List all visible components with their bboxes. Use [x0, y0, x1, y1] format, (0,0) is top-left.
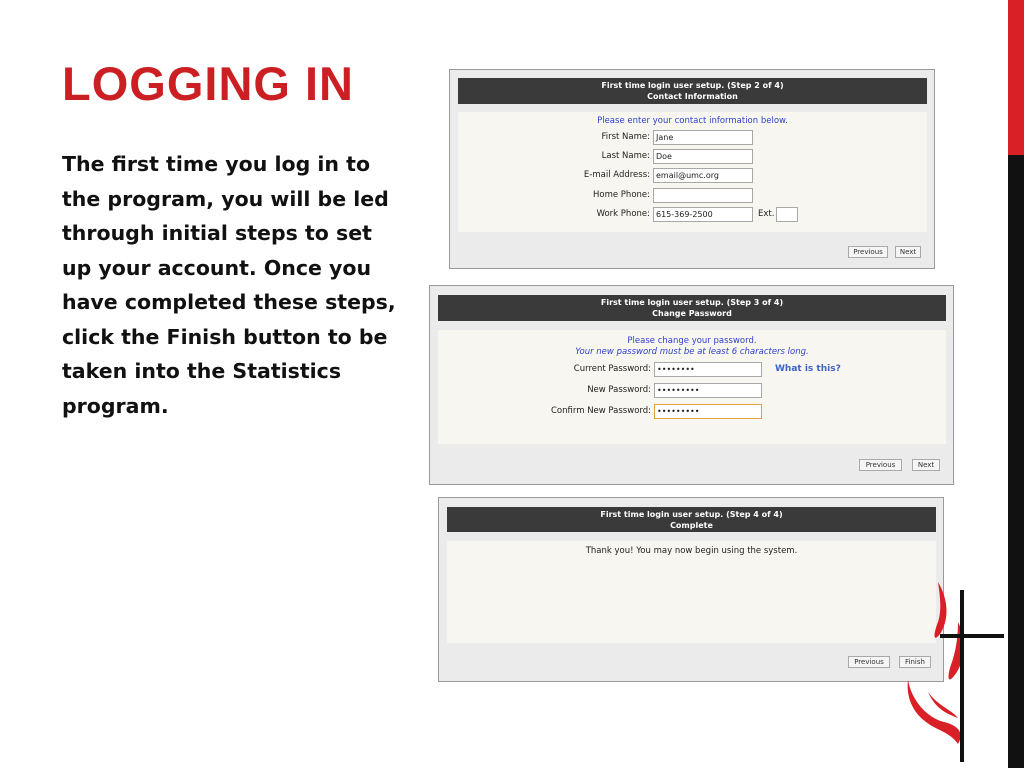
right-edge-black-bar — [1008, 155, 1024, 768]
confirm-password-input[interactable]: ••••••••• — [654, 404, 762, 419]
last-name-row — [458, 149, 927, 164]
step4-content — [447, 541, 936, 643]
email-input[interactable]: email@umc.org — [653, 168, 753, 183]
slide-body-text: The first time you log in to the program, you will be led through initial steps to set up your account. Once you have completed these steps, click the Finish button to be taken into the Statistics program. — [62, 152, 396, 418]
step3-title: First time login user setup. (Step 3 of 4) — [600, 298, 784, 307]
cross-and-flame-logo — [898, 572, 1008, 762]
work-phone-row — [458, 207, 927, 222]
home-phone-row — [458, 188, 927, 203]
step3-instruction: Please change your password. — [627, 336, 757, 346]
step3-hint: Your new password must be at least 6 characters long. — [575, 347, 809, 357]
first-name-input[interactable]: Jane — [653, 130, 753, 145]
step4-screenshot — [438, 497, 944, 682]
step4-title: First time login user setup. (Step 4 of 4) — [600, 510, 783, 519]
step2-header — [458, 78, 927, 104]
step2-subtitle: Contact Information — [647, 92, 738, 101]
ext-label: Ext. — [758, 209, 775, 219]
step2-previous-button[interactable]: Previous — [848, 246, 888, 258]
step2-title: First time login user setup. (Step 2 of 4) — [601, 81, 784, 90]
slide-title: LOGGING IN — [62, 57, 354, 110]
step4-message: Thank you! You may now begin using the system. — [585, 546, 798, 556]
work-phone-input[interactable]: 615-369-2500 — [653, 207, 753, 222]
step3-previous-button[interactable]: Previous — [859, 459, 902, 471]
step2-next-button[interactable]: Next — [895, 246, 921, 258]
right-edge-red-bar — [1008, 0, 1024, 155]
step3-form — [438, 330, 946, 444]
step3-header — [438, 295, 946, 321]
step2-form — [458, 112, 927, 232]
confirm-password-row — [438, 404, 946, 419]
current-password-input[interactable]: •••••••• — [654, 362, 762, 377]
step4-previous-button[interactable]: Previous — [848, 656, 890, 668]
new-password-input[interactable]: ••••••••• — [654, 383, 762, 398]
step3-subtitle: Change Password — [652, 309, 732, 318]
last-name-input[interactable]: Doe — [653, 149, 753, 164]
confirm-password-label: Confirm New Password: — [550, 406, 651, 416]
what-is-this-link[interactable]: What is this? — [775, 364, 841, 374]
first-name-row — [458, 130, 927, 145]
step4-subtitle: Complete — [670, 521, 713, 530]
step4-finish-button[interactable]: Finish — [899, 656, 931, 668]
step3-next-button[interactable]: Next — [912, 459, 940, 471]
work-phone-label: Work Phone: — [596, 209, 650, 219]
new-password-label: New Password: — [587, 385, 651, 395]
ext-input[interactable] — [776, 207, 798, 222]
email-label: E-mail Address: — [583, 170, 650, 180]
current-password-label: Current Password: — [573, 364, 651, 374]
email-row — [458, 168, 927, 183]
first-name-label: First Name: — [601, 132, 650, 142]
new-password-row — [438, 383, 946, 398]
step2-screenshot — [449, 69, 935, 269]
step3-screenshot — [429, 285, 954, 485]
cross-horizontal — [940, 634, 1004, 638]
cross-vertical — [960, 590, 964, 762]
step4-header — [447, 507, 936, 532]
home-phone-input[interactable] — [653, 188, 753, 203]
current-password-row — [438, 362, 946, 377]
home-phone-label: Home Phone: — [593, 190, 650, 200]
last-name-label: Last Name: — [601, 151, 650, 161]
step2-instruction: Please enter your contact information below. — [597, 116, 788, 126]
